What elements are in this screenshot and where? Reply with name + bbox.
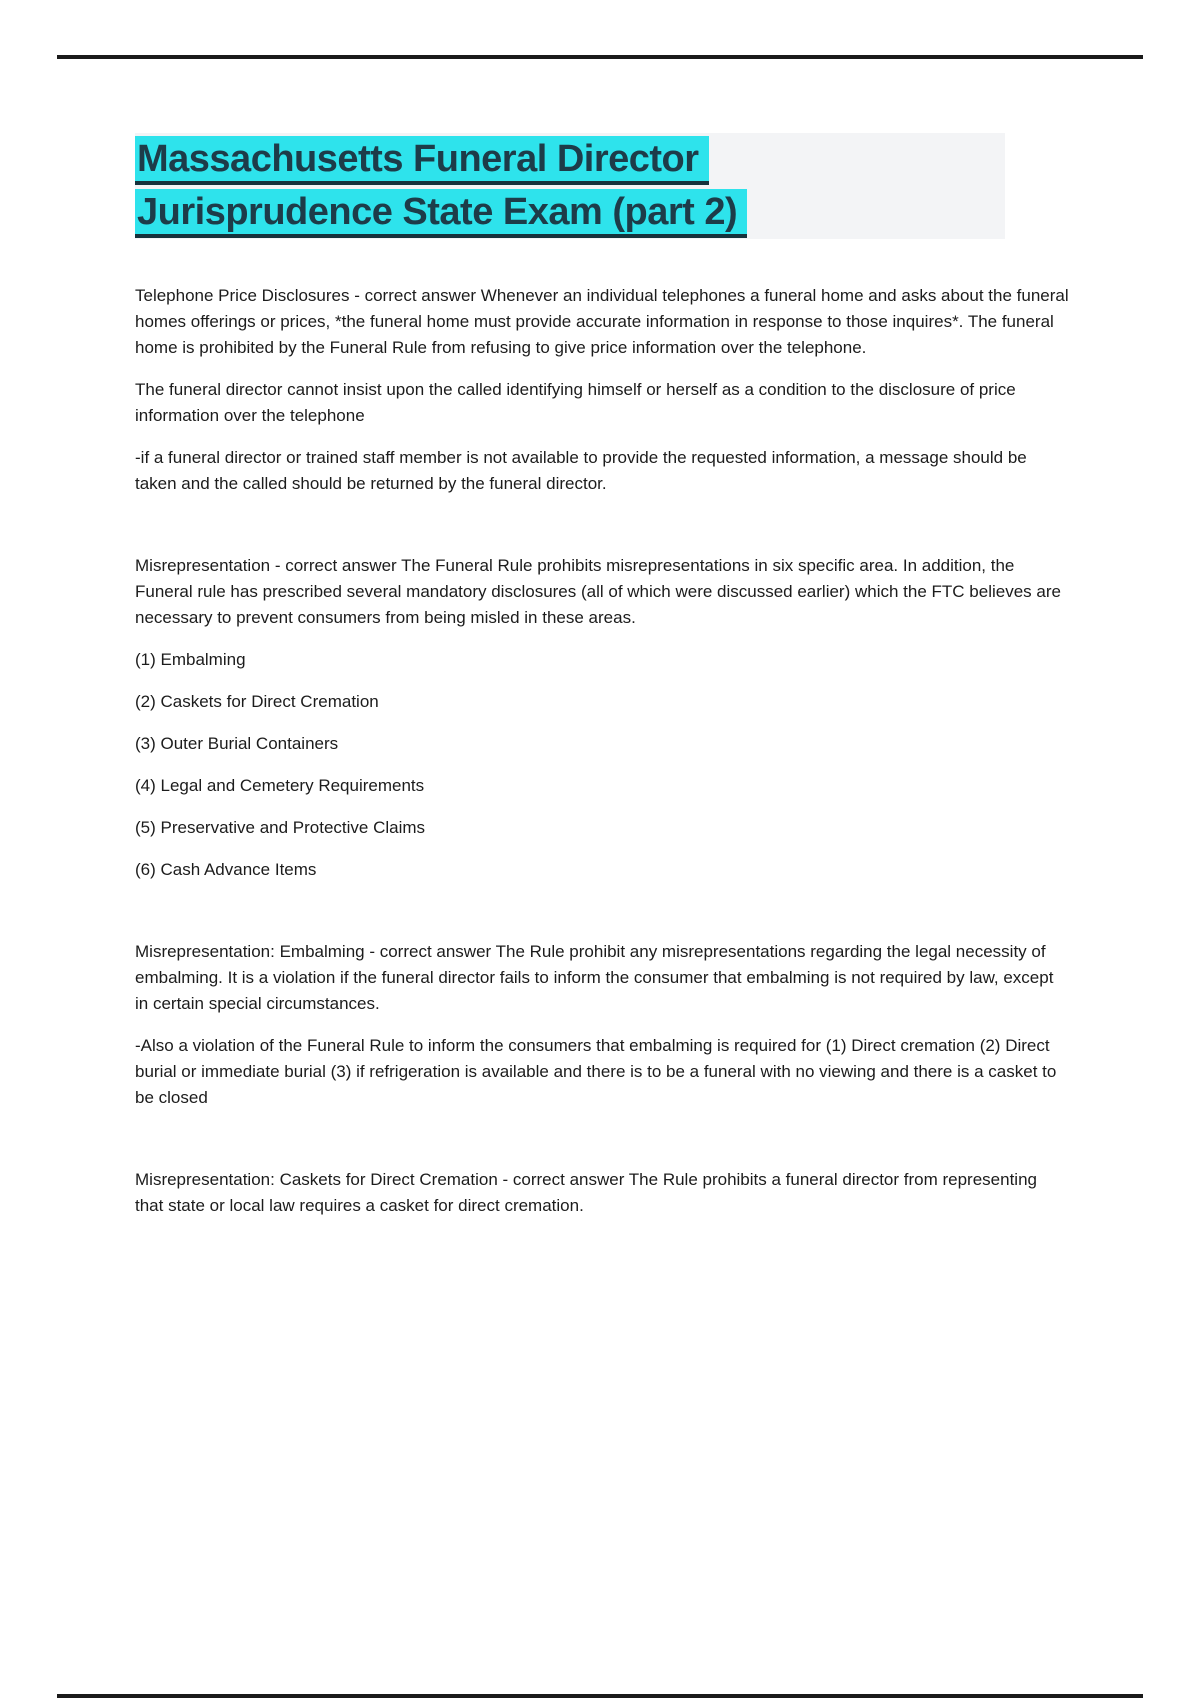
document-title-block [135, 133, 1005, 239]
section-gap [135, 899, 1070, 939]
paragraph-telephone-price-disclosures: Telephone Price Disclosures - correct answer Whenever an individual telephones a funeral home and asks about the funeral homes offerings or prices, *the funeral home must provide accurate information in response to those inquires*. The funeral home is prohibited by the Funeral Rule from refusing to give price information over the telephone. [135, 286, 1069, 357]
document-body [135, 283, 1070, 1219]
list-item: (1) Embalming [135, 650, 246, 669]
bottom-rule [57, 1694, 1143, 1698]
document-page [135, 133, 1070, 1235]
page-title [135, 133, 1005, 239]
list-item: (4) Legal and Cemetery Requirements [135, 776, 425, 795]
page-title-line-2: Jurisprudence State Exam (part 2) [135, 189, 747, 238]
paragraph-misrepresentation-embalming: Misrepresentation: Embalming - correct answer The Rule prohibit any misrepresentations regarding the legal necessity of embalming. It is a violation if the funeral director fails to inform the consumer that embalming is not required by law, except in certain special circumstances. [135, 942, 1054, 1013]
list-item: (5) Preservative and Protective Claims [135, 818, 426, 837]
paragraph-telephone-price-disclosures-2: The funeral director cannot insist upon the called identifying himself or herself as a condition to the disclosure of price information over the telephone [135, 380, 1016, 425]
list-item: (6) Cash Advance Items [135, 860, 317, 879]
paragraph-misrepresentation: Misrepresentation - correct answer The Funeral Rule prohibits misrepresentations in six specific area. In addition, the Funeral rule has prescribed several mandatory disclosures (all of which were discussed earlier) which the FTC believes are necessary to prevent consumers from being misled in these areas. [135, 556, 1061, 627]
paragraph-misrepresentation-embalming-2: -Also a violation of the Funeral Rule to inform the consumers that embalming is required for (1) Direct cremation (2) Direct burial or immediate burial (3) if refrigeration is available and there is to be a funeral with no viewing and there is a casket to be closed [135, 1036, 1057, 1107]
page-title-line-1: Massachusetts Funeral Director [135, 136, 709, 185]
section-gap [135, 1127, 1070, 1167]
list-item: (3) Outer Burial Containers [135, 734, 339, 753]
paragraph-telephone-price-disclosures-3: -if a funeral director or trained staff member is not available to provide the requested information, a message should be taken and the called should be returned by the funeral director. [135, 448, 1027, 493]
top-rule [57, 55, 1143, 59]
paragraph-misrepresentation-caskets: Misrepresentation: Caskets for Direct Cremation - correct answer The Rule prohibits a funeral director from representing that state or local law requires a casket for direct cremation. [135, 1170, 1037, 1215]
list-item: (2) Caskets for Direct Cremation [135, 692, 379, 711]
section-gap [135, 513, 1070, 553]
